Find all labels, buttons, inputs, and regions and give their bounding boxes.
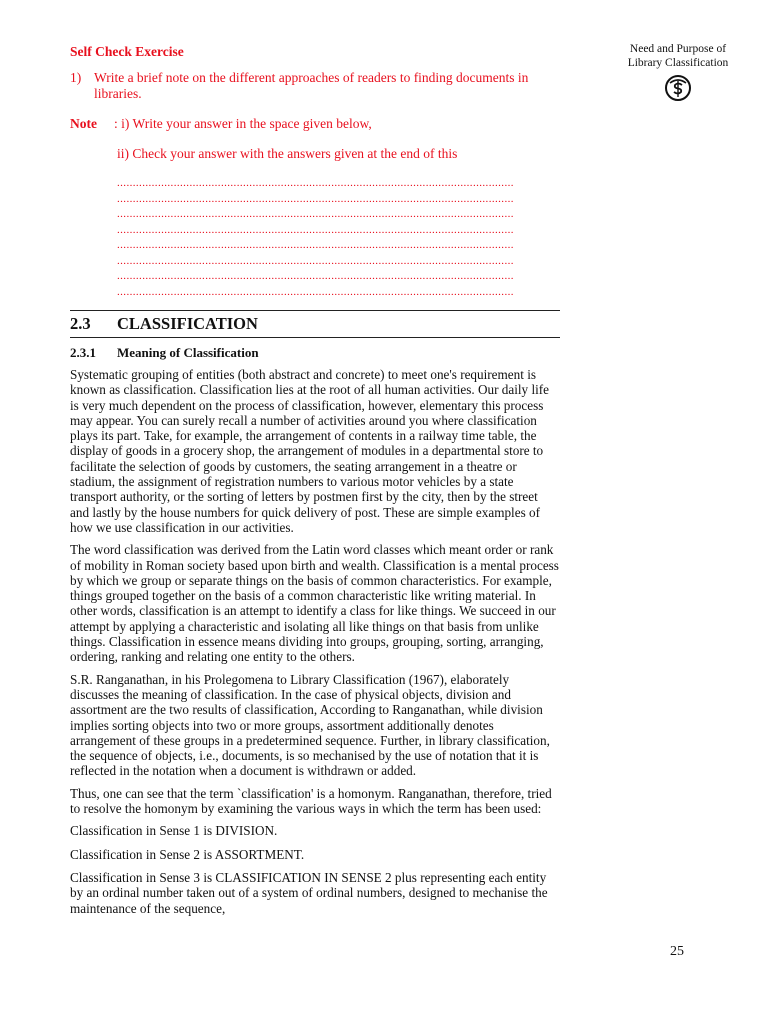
subsection-number: 2.3.1 (70, 345, 96, 360)
note-label: Note (70, 116, 97, 131)
paragraph: Systematic grouping of entities (both abstract and concrete) to meet one's requirement is known as classification. Classification lies at the root of all human activities. Our daily life is very much dependent on the process of classification, however, elementary this process may appear. You can surely recall a number of activities around you where classification plays its part. Take, for example, the arrangement of contents in a railway time table, the display of goods in a grocery shop, the arrangement of modules in a departmental store to facilitate the selection of goods by customers, the seating arrangement in a theatre or stadium, the assignment of registration numbers to various motor vehicles by a state transport authority, or the sorting of letters by postmen first by the city, then by the street and lastly by the house numbers for quick delivery of post. These are simple examples of how we use classification in our activities. (70, 367, 550, 535)
answer-line[interactable]: .............................................................................................................................. (117, 223, 514, 236)
note-item-1: : i) Write your answer in the space given below, (114, 116, 372, 131)
answer-space (117, 176, 560, 300)
paragraph: S.R. Ranganathan, in his Prolegomena to Library Classification (1967), elaborately discusses the meaning of classification. In the case of physical objects, division and assortment are the two results of classification, According to Ranganathan, while division implies sorting objects into two or more groups, assortment additionally denotes arrangement of these groups in a predetermined sequence. Further, in library classification, the sequence of objects, i.e., documents, is so mechanised by the use of notation that it is reflected in the notation when a document is withdrawn or added. (70, 671, 550, 779)
answer-line[interactable]: .............................................................................................................................. (117, 239, 514, 251)
note-item-2: ii) Check your answer with the answers given at the end of this (117, 146, 458, 161)
dollar-circle-logo-icon (664, 74, 692, 102)
paragraph: Thus, one can see that the term `classification' is a homonym. Ranganathan, therefore, tried to resolve the homonym by examining the various ways in which the term has been used: (70, 785, 552, 817)
answer-line[interactable]: .............................................................................................................................. (117, 208, 514, 220)
paragraph: Classification in Sense 1 is DIVISION. (70, 823, 278, 839)
answer-line[interactable]: .............................................................................................................................. (117, 192, 514, 205)
answer-line[interactable]: .............................................................................................................................. (117, 254, 514, 267)
section-heading (70, 310, 560, 338)
section-title: CLASSIFICATION (117, 314, 258, 333)
subsection-title: Meaning of Classification (117, 345, 259, 360)
exercise-note (70, 116, 560, 132)
page-body (70, 40, 560, 923)
running-header-line2: Library Classification (627, 57, 729, 69)
exercise-title: Self Check Exercise (70, 44, 184, 59)
question-number: 1) (70, 70, 82, 85)
section-number: 2.3 (70, 314, 91, 333)
answer-line[interactable]: .............................................................................................................................. (117, 177, 514, 189)
exercise-question (70, 70, 560, 102)
answer-line[interactable]: .............................................................................................................................. (117, 285, 514, 298)
page-number: 25 (670, 944, 684, 959)
answer-line[interactable]: .............................................................................................................................. (117, 270, 514, 282)
paragraph: The word classification was derived from the Latin word classes which meant order or rank of mobility in Roman society based upon birth and wealth. Classification is a mental process by which we group or separate things on the basis of common characteristics. For example, things grouped together on the basis of a common characteristic like writing material. In other words, classification is an attempt to identify a class for like things. We succeed in our attempt by applying a characteristic and isolating all like things on that basis from unlike things. Classification in essence means dividing into groups, grouping, sorting, arranging, ordering, ranking and relating one entity to the others. (70, 542, 559, 665)
paragraph: Classification in Sense 2 is ASSORTMENT. (70, 846, 305, 862)
subsection-heading (70, 345, 560, 361)
running-header (612, 42, 744, 102)
paragraph: Classification in Sense 3 is CLASSIFICATION IN SENSE 2 plus representing each entity by an ordinal number taken out of a system of ordinal numbers, designed to mechanise the maintenance of the sequence, (70, 869, 548, 916)
running-header-line1: Need and Purpose of (629, 43, 727, 55)
question-text: Write a brief note on the different approaches of readers to finding documents in libraries. (94, 70, 529, 101)
